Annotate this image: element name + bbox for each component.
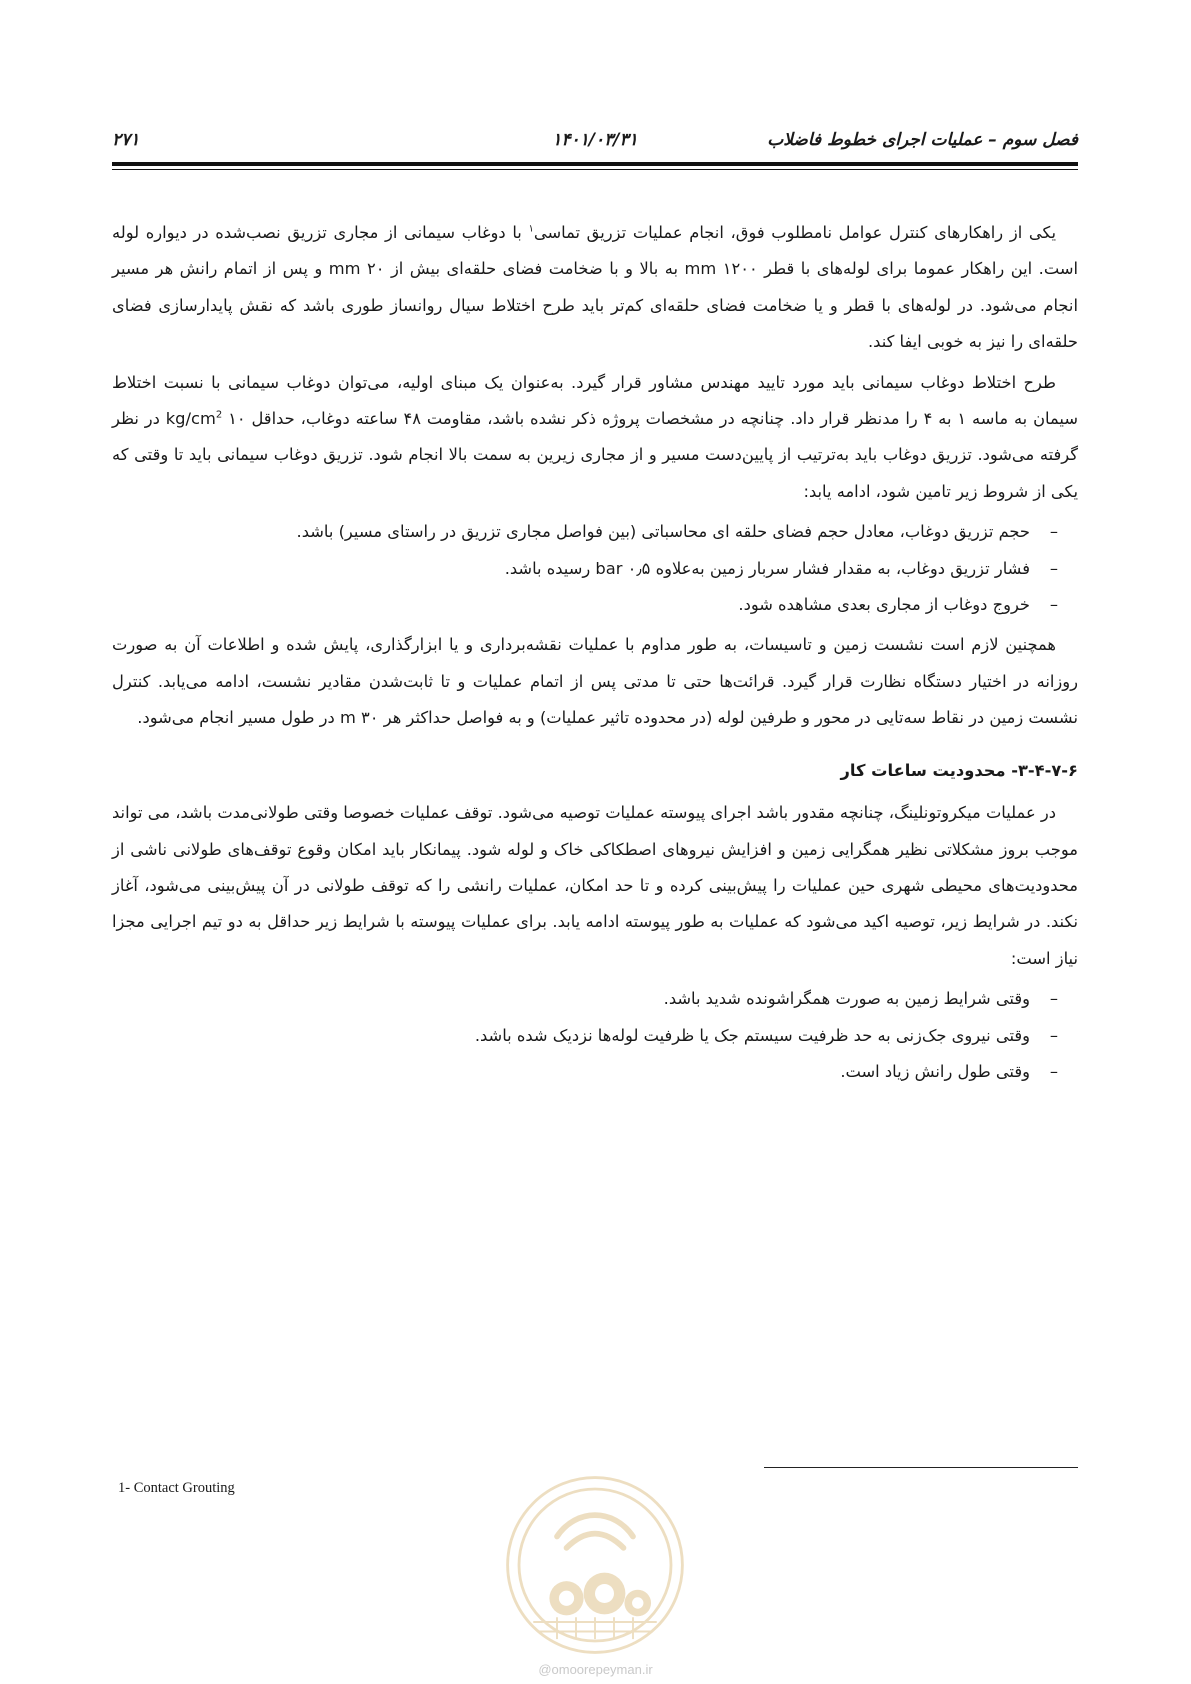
list-item-text: وقتی شرایط زمین به صورت همگراشونده شدید باشد. xyxy=(663,989,1030,1009)
paragraph-text: طرح اختلاط دوغاب سیمانی باید مورد تایید مهندس مشاور قرار گیرد. به‌عنوان یک مبنای اولیه، می‌توان دوغاب سیمانی با نسبت اختلاط سیمان به ماسه ۱ به ۴ را مدنظر قرار داد. چنانچه در مشخصات پروژه ذکر نشده باشد، مقاومت ۴۸ ساعته دوغاب، حداقل ۱۰ kg/cm xyxy=(112,372,1078,429)
bullet-dash: – xyxy=(1049,1025,1058,1045)
unit-superscript: 2 xyxy=(215,409,223,421)
continuous-operation-conditions-list xyxy=(112,981,1078,1090)
section-heading: ۳-۴-۷-۶- محدودیت ساعات کار xyxy=(840,760,1078,780)
paragraph-contact-grouting xyxy=(112,215,1078,361)
bullet-dash: – xyxy=(1049,558,1058,578)
list-item xyxy=(112,514,1058,550)
paragraph-continuous-operation: در عملیات میکروتونلینگ، چنانچه مقدور باشد اجرای پیوسته عملیات توصیه می‌شود. توقف عملیات خصوصا وقتی طولانی‌مدت باشد، می تواند موجب بروز مشکلاتی نظیر همگرایی زمین و افزایش نیروهای اصطکاکی خاک و لوله شود. پیمانکار باید امکان وقوع توقف‌های طولانی ناشی از محدودیت‌های محیطی شهری حین عملیات را پیش‌بینی کرده و تا حد امکان، عملیات رانشی را که توقف طولانی در آن پیش‌بینی می‌شود، آغاز نکند. در شرایط زیر، توصیه اکید می‌شود که عملیات به طور پیوسته ادامه یابد. برای عملیات پیوسته با شرایط زیر حداقل به دو تیم اجرایی مجزا نیاز است: xyxy=(112,803,1078,968)
page-number: ۲۷۱ xyxy=(112,130,140,150)
body-text xyxy=(112,215,1078,1094)
paragraph-settlement-monitoring: همچنین لازم است نشست زمین و تاسیسات، به طور مداوم با عملیات نقشه‌برداری و یا ابزارگذاری، پایش شده و اطلاعات آن به صورت روزانه در اختیار دستگاه نظارت قرار گیرد. قرائت‌ها حتی تا مدتی پس از اتمام عملیات و تا ثابت‌شدن مقادیر نشست، ادامه می‌یابد. کنترل نشست زمین در نقاط سه‌تایی در محور و طرفین لوله (در محدوده تاثیر عملیات) و به فواصل حداکثر هر ۳۰ m در طول مسیر انجام می‌شود. xyxy=(112,635,1078,728)
paragraph-text: یکی از راهکارهای کنترل عوامل نامطلوب فوق، انجام عملیات تزریق تماسی xyxy=(533,223,1057,242)
list-item-text: حجم تزریق دوغاب، معادل حجم فضای حلقه ای محاسباتی (بین فواصل مجاری تزریق در راستای مسیر) باشد. xyxy=(296,522,1030,542)
header-date: ۱۴۰۱/۰۳/۳۱ xyxy=(552,130,638,150)
paragraph-text: با دوغاب سیمانی از مجاری تزریق نصب‌شده در دیواره لوله است. این راهکار عموما برای لوله‌های با قطر ۱۲۰۰ mm به بالا و با ضخامت فضای حلقه‌ای بیش از ۲۰ mm و پس از اتمام رانش هر مسیر انجام می‌شود. در لوله‌های با قطر و یا ضخامت فضای حلقه‌ای کم‌تر باید طرح اختلاط سیال روانساز طوری باشد که نقش پایدارسازی فضای حلقه‌ای را نیز به خوبی ایفا کند. xyxy=(112,223,1078,352)
list-item-text: وقتی طول رانش زیاد است. xyxy=(840,1061,1030,1081)
list-item xyxy=(112,1018,1058,1054)
omoorepeyman-seal-logo-icon xyxy=(500,1470,690,1660)
bullet-dash: – xyxy=(1049,1061,1058,1081)
grout-stop-conditions-list xyxy=(112,514,1078,623)
watermark-credit: @omoorepeyman.ir xyxy=(538,1662,653,1677)
list-item-text: فشار تزریق دوغاب، به مقدار فشار سربار زمین به‌علاوه ۰٫۵ bar رسیده باشد. xyxy=(504,558,1030,578)
list-item xyxy=(112,551,1058,587)
list-item-text: خروج دوغاب از مجاری بعدی مشاهده شود. xyxy=(738,595,1030,615)
list-item-text: وقتی نیروی جک‌زنی به حد ظرفیت سیستم جک یا ظرفیت لوله‌ها نزدیک شده باشد. xyxy=(474,1025,1030,1045)
footnote: 1- Contact Grouting xyxy=(118,1480,235,1496)
paragraph-text: در نظر گرفته می‌شود. تزریق دوغاب باید به‌ترتیب از پایین‌دست مسیر و از مجاری زیرین به سمت بالا انجام شود. تزریق دوغاب سیمانی باید تا وقتی که یکی از شروط زیر تامین شود، ادامه یابد: xyxy=(112,409,1078,501)
list-item xyxy=(112,587,1058,623)
bullet-dash: – xyxy=(1049,522,1058,542)
header-rule-thick xyxy=(112,162,1078,166)
footnote-ref: ۱ xyxy=(528,223,534,235)
page-header xyxy=(112,130,1078,156)
header-rule-thin xyxy=(112,169,1078,170)
list-item xyxy=(112,1054,1058,1090)
paragraph-grout-mix xyxy=(112,365,1078,511)
bullet-dash: – xyxy=(1049,595,1058,615)
footnote-rule xyxy=(764,1467,1078,1468)
list-item xyxy=(112,981,1058,1017)
chapter-title: فصل سوم – عملیات اجرای خطوط فاضلاب xyxy=(767,130,1078,150)
bullet-dash: – xyxy=(1049,989,1058,1009)
